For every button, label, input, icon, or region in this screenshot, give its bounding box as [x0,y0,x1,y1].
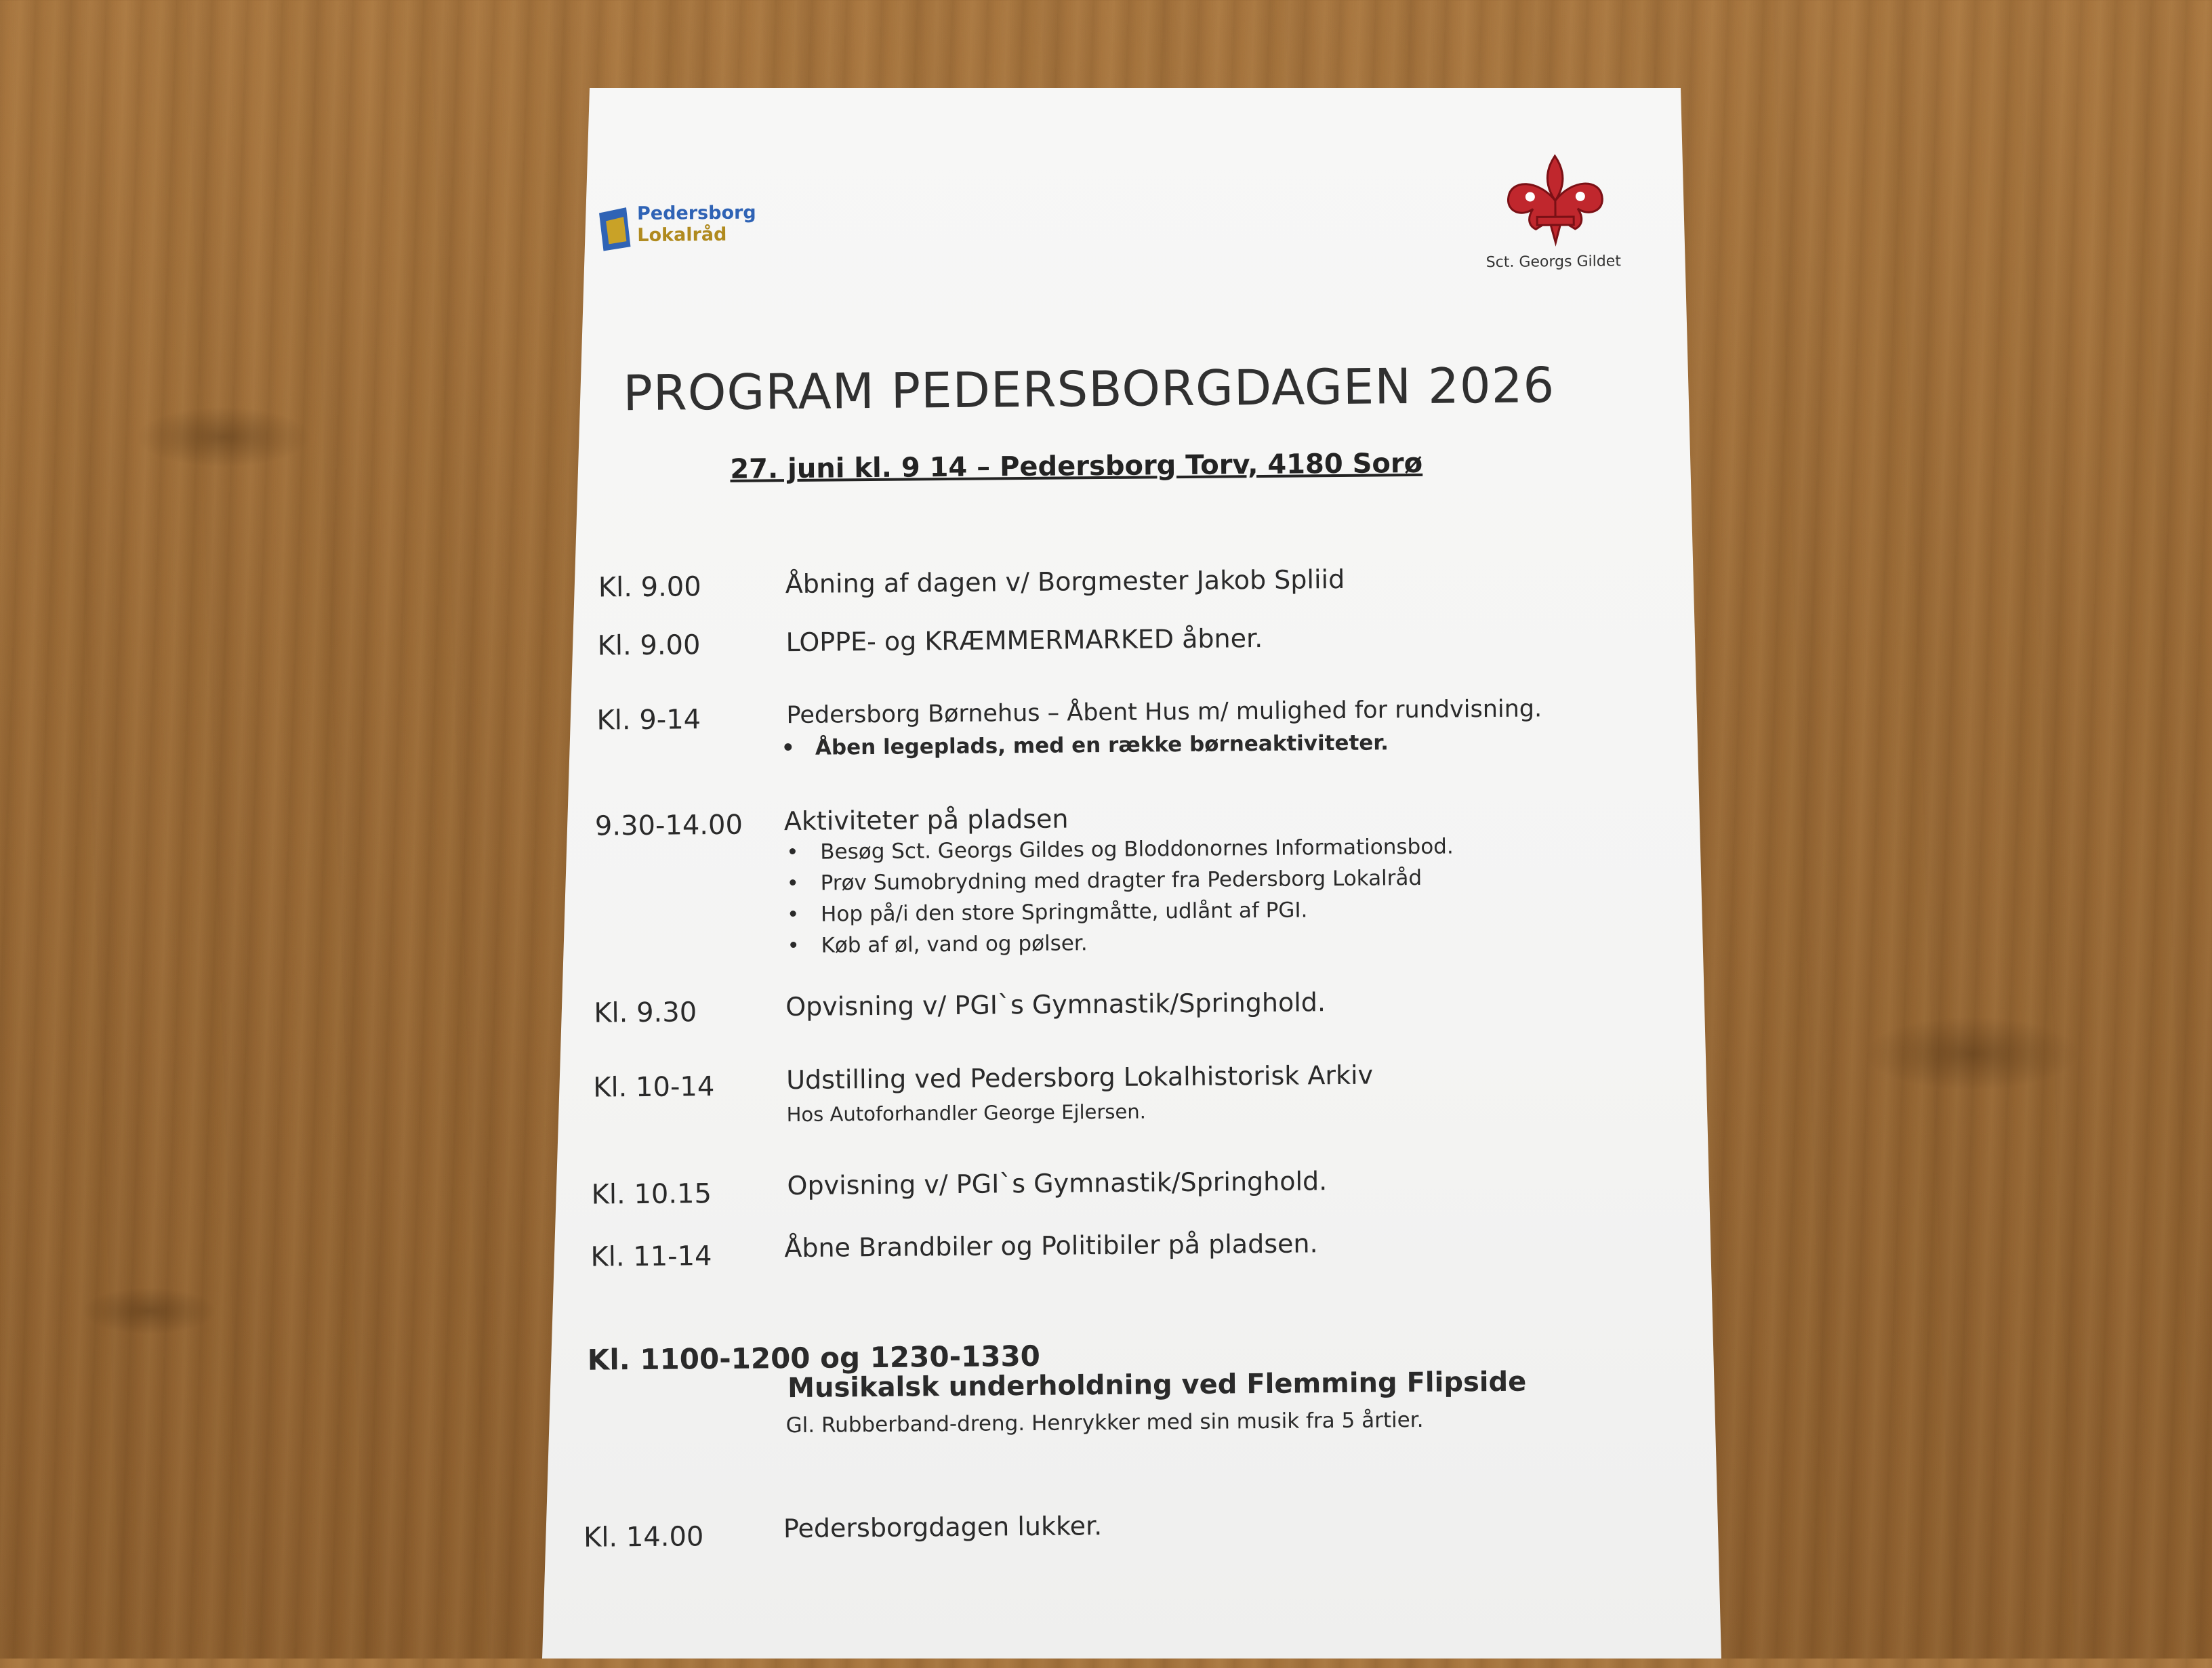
program-activity: Pedersborg Børnehus – Åbent Hus m/ mulighed for rundvisning. [786,695,1542,730]
program-activity: Musikalsk underholdning ved Flemming Flipside [787,1366,1527,1404]
program-activity: Åbne Brandbiler og Politibiler på pladsen. [784,1228,1318,1264]
program-time: Kl. 10.15 [591,1178,712,1211]
program-activity: Pedersborgdagen lukker. [783,1511,1103,1544]
program-activity: Aktiviteter på pladsen [783,804,1069,837]
logo-line1: Pedersborg [636,202,756,225]
program-time: Kl. 9.00 [598,571,701,604]
bullet-item: • Hop på/i den store Springmåtte, udlånt af PGI. [821,898,1308,926]
fleur-de-lis-icon [1497,151,1613,247]
program-activity: Opvisning v/ PGI`s Gymnastik/Springhold. [787,1166,1328,1201]
logo-caption: Sct. Georgs Gildet [1486,253,1622,272]
lokalraad-logo-icon [596,206,638,254]
sct-georgs-gildet-logo [1478,151,1635,274]
program-note: Gl. Rubberband-dreng. Henrykker med sin musik fra 5 årtier. [785,1407,1424,1438]
bullet-item: • Prøv Sumobrydning med dragter fra Pedersborg Lokalråd [821,866,1422,896]
program-activity: Udstilling ved Pedersborg Lokalhistorisk Arkiv [786,1060,1374,1096]
program-activity: Opvisning v/ PGI`s Gymnastik/Springhold. [785,987,1326,1022]
program-time: Kl. 11-14 [590,1240,712,1273]
program-time: Kl. 9.30 [594,997,697,1029]
program-time: Kl. 10-14 [593,1071,715,1104]
bullet-item: • Åben legeplads, med en række børneaktiviteter. [815,730,1389,759]
bullet-item: • Besøg Sct. Georgs Gildes og Bloddonornes Informationsbod. [820,835,1454,864]
program-time: Kl. 9-14 [596,704,701,736]
program-time: Kl. 9.00 [597,629,701,662]
program-time: 9.30-14.00 [594,809,743,842]
program-time: Kl. 1100-1200 og 1230-1330 [587,1339,1041,1377]
program-note: Hos Autoforhandler George Ejlersen. [786,1100,1147,1127]
program-time: Kl. 14.00 [583,1521,704,1554]
logo-line2: Lokalråd [637,224,727,247]
program-activity: Åbning af dagen v/ Borgmester Jakob Spliid [785,564,1345,600]
program-activity: LOPPE- og KRÆMMERMARKED åbner. [785,623,1263,658]
pedersborg-lokalraad-logo [596,199,760,255]
page-title: PROGRAM PEDERSBORGDAGEN 2026 [622,356,1555,422]
bullet-item: • Køb af øl, vand og pølser. [821,931,1087,957]
page-subtitle: 27. juni kl. 9 14 – Pedersborg Torv, 4180 Sorø [730,447,1423,485]
